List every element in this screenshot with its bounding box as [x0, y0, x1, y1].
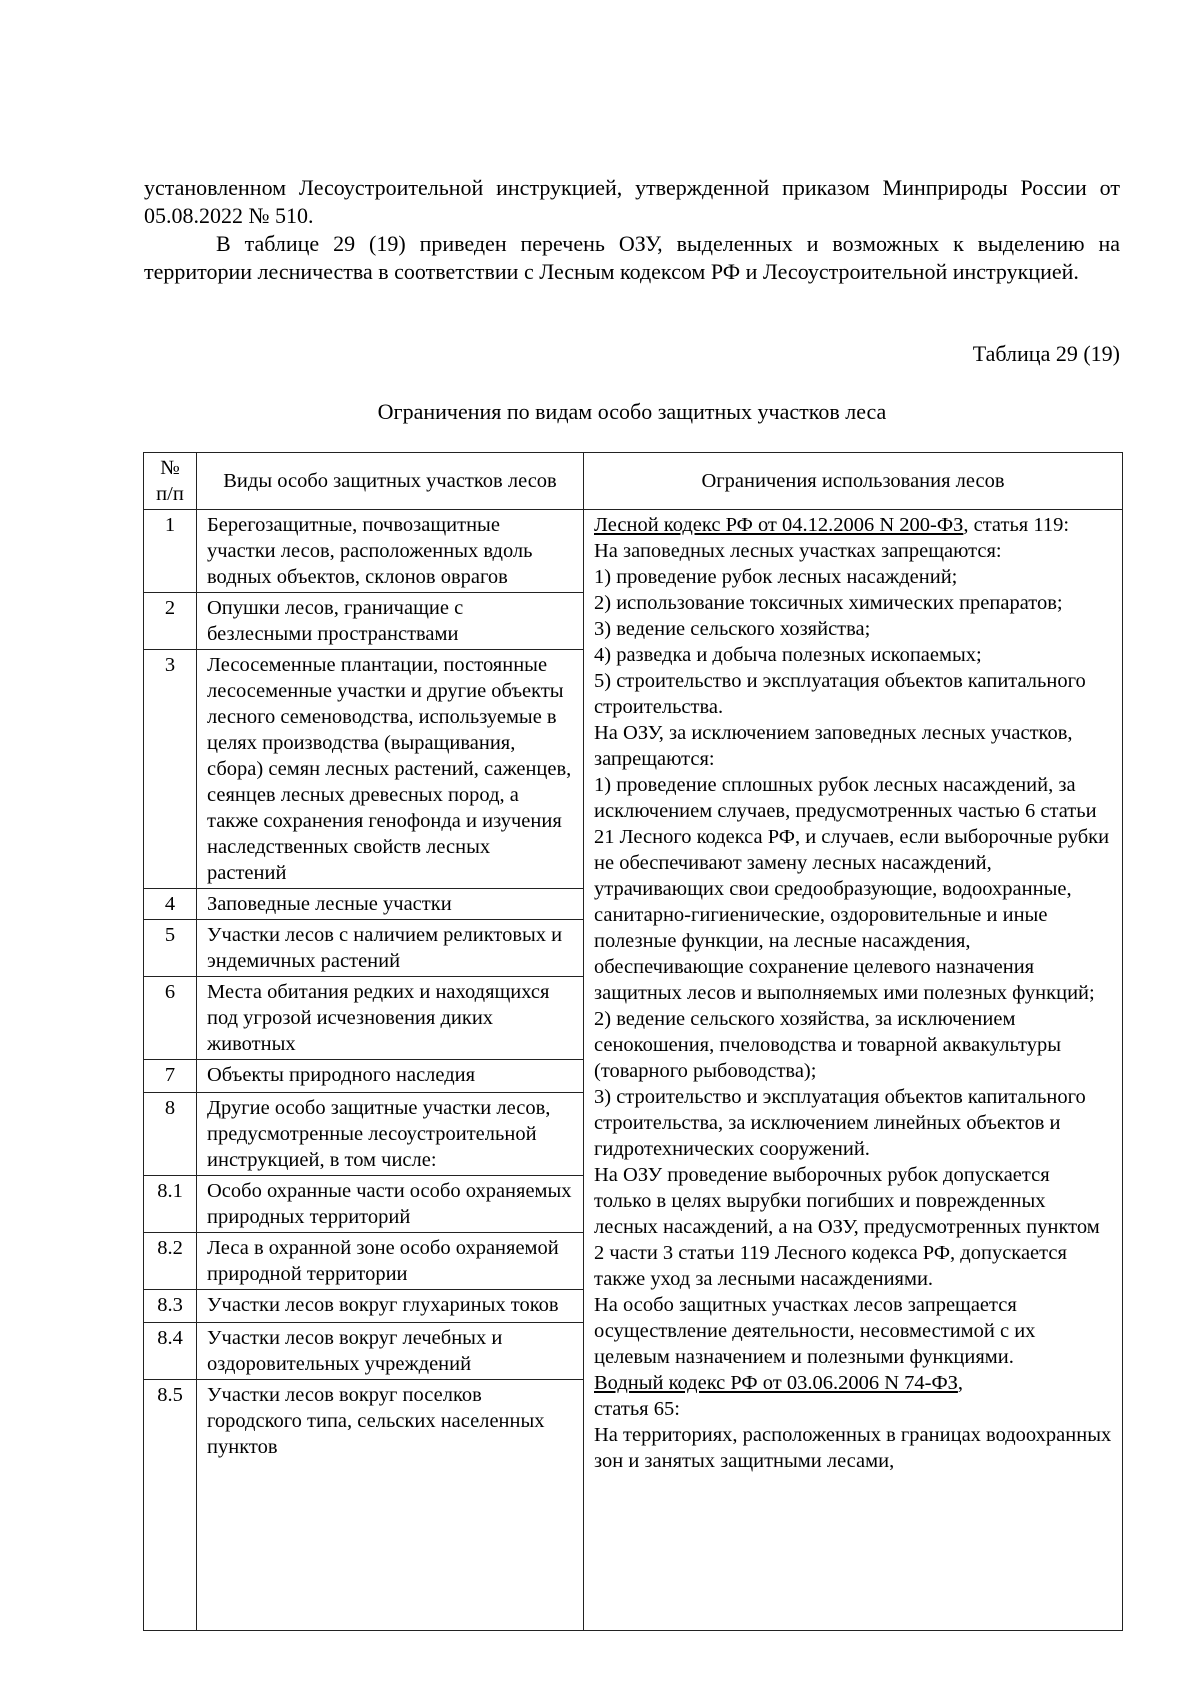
row-kind: Особо охранные части особо охраняемых природных территорий	[197, 1176, 584, 1233]
header-restrictions: Ограничения использования лесов	[584, 453, 1123, 510]
restriction-line: На ОЗУ, за исключением заповедных лесных участков, запрещаются:	[594, 722, 1073, 770]
law-link-water-code[interactable]: Водный кодекс РФ от 03.06.2006 N 74-ФЗ	[594, 1372, 958, 1394]
row-kind: Объекты природного наследия	[197, 1060, 584, 1093]
header-kind: Виды особо защитных участков лесов	[197, 453, 584, 510]
row-num: 8.1	[144, 1176, 197, 1233]
restrictions-cell: Лесной кодекс РФ от 04.12.2006 N 200-ФЗ, статья 119: На заповедных лесных участках запрещаются: 1) проведение рубок лесных насаждений; 2) использование токсичных химических препаратов; 3) ведение сельского хозяйства; 4) разведка и добыча полезных ископаемых; 5) строительство и эксплуатация объектов капитального строительства. На ОЗУ, за исключением заповедных лесных участков, запрещаются: 1) проведение сплошных рубок лесных насаждений, за исключением случаев, предусмотренных частью 6 статьи 21 Лесного кодекса РФ, и случаев, если выборочные рубки не обеспечивают замену лесных насаждений, утрачивающих свои средообразующие, водоохранные, санитарно-гигиенические, оздоровительные и иные полезные функции, на лесные насаждения, обеспечивающие сохранение целевого назначения защитных лесов и выполняемых ими полезных функций; 2) ведение сельского хозяйства, за исключением сенокошения, пчеловодства и товарной аквакультуры (товарного рыбоводства); 3) строительство и эксплуатация объектов капитального строительства, за исключением линейных объектов и гидротехнических сооружений. На ОЗУ проведение выборочных рубок допускается только в целях вырубки погибших и поврежденных лесных насаждений, а на ОЗУ, предусмотренных пунктом 2 части 3 статьи 119 Лесного кодекса РФ, допускается также уход за лесными насаждениями. На особо защитных участках лесов запрещается осуществление деятельности, несовместимой с их целевым назначением и полезными функциями. Водный кодекс РФ от 03.06.2006 N 74-ФЗ, статья 65: На территориях, расположенных в границах водоохранных зон и занятых защитными лесами,	[584, 510, 1123, 1631]
row-num: 5	[144, 920, 197, 977]
row-kind: Места обитания редких и находящихся под угрозой исчезновения диких животных	[197, 977, 584, 1060]
row-kind: Участки лесов вокруг лечебных и оздоровительных учреждений	[197, 1323, 584, 1380]
restriction-line: На заповедных лесных участках запрещаются:	[594, 540, 1002, 562]
row-num: 8	[144, 1093, 197, 1176]
row-kind: Заповедные лесные участки	[197, 889, 584, 920]
row-num: 8.2	[144, 1233, 197, 1290]
restriction-line: 1) проведение сплошных рубок лесных насаждений, за исключением случаев, предусмотренных частью 6 статьи 21 Лесного кодекса РФ, и случаев, если выборочные рубки не обеспечивают замену лесных насаждений, утрачивающих свои средообразующие, водоохранные, санитарно-гигиенические, оздоровительные и иные полезные функции, на лесные насаждения, обеспечивающие сохранение целевого назначения защитных лесов и выполняемых ими полезных функций;	[594, 774, 1110, 1004]
row-num: 2	[144, 593, 197, 650]
row-kind: Участки лесов вокруг поселков городского типа, сельских населенных пунктов	[197, 1380, 584, 1631]
law-link-forest-code[interactable]: Лесной кодекс РФ от 04.12.2006 N 200-ФЗ	[594, 514, 964, 536]
row-kind: Берегозащитные, почвозащитные участки лесов, расположенных вдоль водных объектов, склонов оврагов	[197, 510, 584, 593]
table-row	[144, 510, 1123, 593]
row-num: 3	[144, 650, 197, 889]
restriction-line: 3) ведение сельского хозяйства;	[594, 618, 871, 640]
row-kind: Другие особо защитные участки лесов, предусмотренные лесоустроительной инструкцией, в том числе:	[197, 1093, 584, 1176]
row-kind: Опушки лесов, граничащие с безлесными пространствами	[197, 593, 584, 650]
row-num: 1	[144, 510, 197, 593]
row-num: 8.4	[144, 1323, 197, 1380]
table-header-row	[144, 453, 1123, 510]
restriction-line: 2) использование токсичных химических препаратов;	[594, 592, 1063, 614]
table-number: Таблица 29 (19)	[972, 341, 1120, 366]
restrictions-table	[143, 452, 1123, 1631]
row-kind: Участки лесов вокруг глухариных токов	[197, 1290, 584, 1323]
row-num: 8.3	[144, 1290, 197, 1323]
restriction-line: 5) строительство и эксплуатация объектов капитального строительства.	[594, 670, 1086, 718]
restriction-line: На ОЗУ проведение выборочных рубок допускается только в целях вырубки погибших и поврежденных лесных насаждений, а на ОЗУ, предусмотренных пунктом 2 части 3 статьи 119 Лесного кодекса РФ, допускается также уход за лесными насаждениями.	[594, 1164, 1100, 1290]
restriction-line: статья 65:	[594, 1398, 680, 1420]
intro-paragraph-1: установленном Лесоустроительной инструкцией, утвержденной приказом Минприроды России от 05.08.2022 № 510.	[144, 175, 1120, 228]
restriction-line: 4) разведка и добыча полезных ископаемых;	[594, 644, 982, 666]
restriction-line: На особо защитных участках лесов запрещается осуществление деятельности, несовместимой с их целевым назначением и полезными функциями.	[594, 1294, 1036, 1368]
restriction-line: 2) ведение сельского хозяйства, за исключением сенокошения, пчеловодства и товарной аквакультуры (товарного рыбоводства);	[594, 1008, 1061, 1082]
restriction-line: 3) строительство и эксплуатация объектов капитального строительства, за исключением линейных объектов и гидротехнических сооружений.	[594, 1086, 1086, 1160]
row-kind: Леса в охранной зоне особо охраняемой природной территории	[197, 1233, 584, 1290]
intro-paragraph-2: В таблице 29 (19) приведен перечень ОЗУ, выделенных и возможных к выделению на территории лесничества в соответствии с Лесным кодексом РФ и Лесоустроительной инструкцией.	[144, 231, 1120, 284]
row-num: 6	[144, 977, 197, 1060]
header-num: № п/п	[144, 453, 197, 510]
restriction-line: 1) проведение рубок лесных насаждений;	[594, 566, 958, 588]
row-kind: Лесосеменные плантации, постоянные лесосеменные участки и другие объекты лесного семеноводства, используемые в целях производства (выращивания, сбора) семян лесных растений, саженцев, сеянцев лесных древесных пород, а также сохранения генофонда и изучения наследственных свойств лесных растений	[197, 650, 584, 889]
row-num: 8.5	[144, 1380, 197, 1631]
row-num: 7	[144, 1060, 197, 1093]
row-num: 4	[144, 889, 197, 920]
row-kind: Участки лесов с наличием реликтовых и эндемичных растений	[197, 920, 584, 977]
table-title: Ограничения по видам особо защитных участков леса	[377, 399, 887, 424]
restriction-line: На территориях, расположенных в границах водоохранных зон и занятых защитными лесами,	[594, 1424, 1112, 1472]
